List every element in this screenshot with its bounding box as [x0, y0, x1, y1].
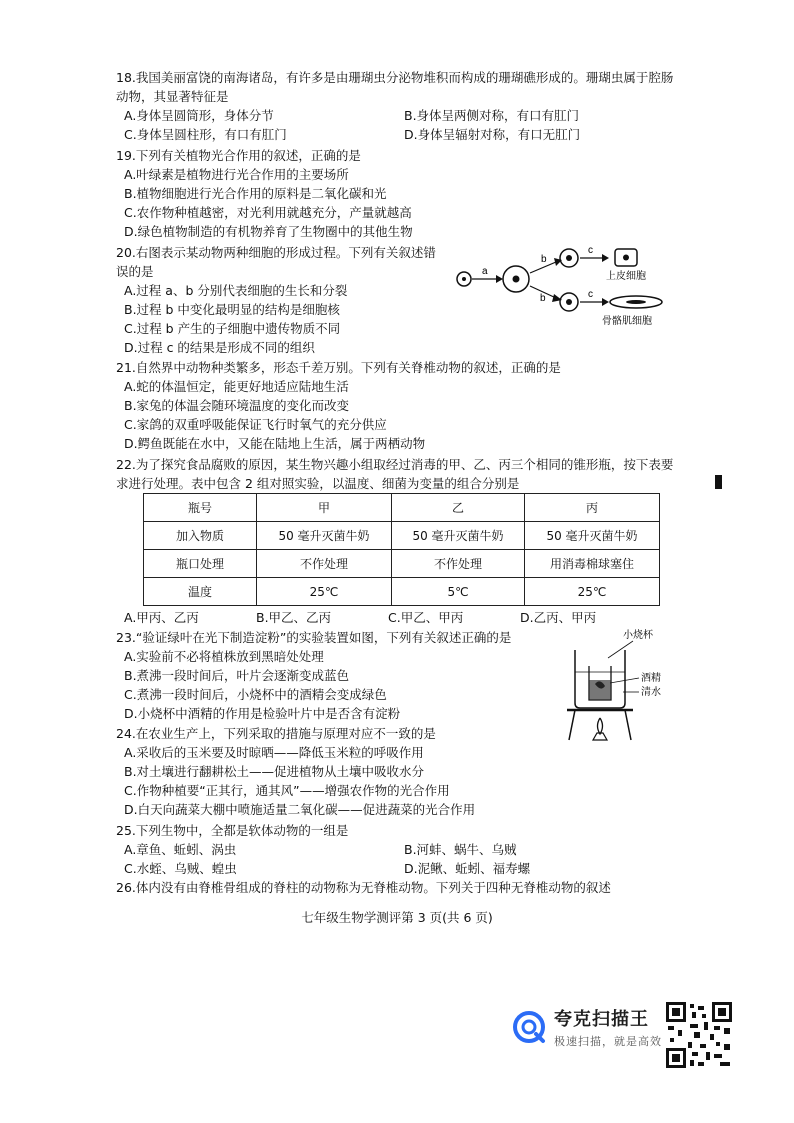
- question-stem: 21.自然界中动物种类繁多，形态千差万别。下列有关脊椎动物的叙述，正确的是: [116, 360, 561, 375]
- question-stem: 20.右图表示某动物两种细胞的形成过程。下列有关叙述错误的是: [116, 245, 436, 279]
- option-c: C.水蛭、乌贼、蝗虫: [124, 861, 237, 876]
- label-c-top: c: [588, 246, 593, 256]
- option-c: C.家鸽的双重呼吸能保证飞行时氧气的充分供应: [124, 417, 387, 432]
- question-18: [116, 68, 676, 144]
- option-c: C.农作物种植越密，对光利用就越充分，产量就越高: [124, 205, 412, 220]
- option-d: D.鳄鱼既能在水中，又能在陆地上生活，属于两栖动物: [124, 436, 426, 451]
- question-21: [116, 358, 676, 453]
- table-cell: 25℃: [257, 578, 392, 606]
- scanner-watermark: [512, 1005, 662, 1049]
- label-epithelial-cell: 上皮细胞: [606, 271, 646, 282]
- experiment-table: [143, 493, 660, 606]
- table-cell: 加入物质: [144, 522, 257, 550]
- table-row: [144, 522, 660, 550]
- table-cell: 50 毫升灭菌牛奶: [525, 522, 660, 550]
- question-23: [116, 628, 566, 723]
- option-b: B.过程 b 中变化最明显的结构是细胞核: [124, 302, 340, 317]
- option-a: A.蛇的体温恒定，能更好地适应陆地生活: [124, 379, 349, 394]
- option-d: D.乙丙、甲丙: [520, 610, 597, 625]
- cell-nucleus: [566, 255, 572, 261]
- option-a: A.身体呈圆筒形，身体分节: [124, 108, 274, 123]
- table-cell: 用消毒棉球塞住: [525, 550, 660, 578]
- label-b-bottom: b: [540, 293, 546, 304]
- label-small-beaker: 小烧杯: [623, 630, 653, 641]
- option-b: B.甲乙、乙丙: [256, 610, 332, 625]
- table-header-cell: 乙: [392, 494, 525, 522]
- question-26: [116, 878, 676, 897]
- question-stem: 24.在农业生产上，下列采取的措施与原理对应不一致的是: [116, 726, 436, 741]
- option-c: C.身体呈圆柱形，有口有肛门: [124, 127, 287, 142]
- option-d: D.泥鳅、蚯蚓、福寿螺: [404, 861, 531, 876]
- option-d: D.过程 c 的结果是形成不同的组织: [124, 340, 315, 355]
- quark-logo-icon: [512, 1010, 546, 1044]
- cell-differentiation-diagram: [452, 246, 692, 346]
- table-cell: 不作处理: [392, 550, 525, 578]
- table-cell: 瓶口处理: [144, 550, 257, 578]
- arrow-head: [602, 298, 609, 306]
- question-24: [116, 724, 676, 819]
- option-d: D.白天向蔬菜大棚中喷施适量二氧化碳——促进蔬菜的光合作用: [124, 802, 476, 817]
- question-22-options: [116, 608, 676, 627]
- table-cell: 50 毫升灭菌牛奶: [257, 522, 392, 550]
- option-d: D.绿色植物制造的有机物养育了生物圈中的其他生物: [124, 224, 413, 239]
- question-20: [116, 243, 446, 357]
- option-a: A.叶绿素是植物进行光合作用的主要场所: [124, 167, 349, 182]
- pointer-line: [608, 641, 633, 658]
- option-a: A.章鱼、蚯蚓、涡虫: [124, 842, 237, 857]
- question-stem: 23.“验证绿叶在光下制造淀粉”的实验装置如图，下列有关叙述正确的是: [116, 630, 512, 645]
- table-header-cell: 瓶号: [144, 494, 257, 522]
- option-a: A.实验前不必将植株放到黑暗处处理: [124, 649, 324, 664]
- option-b: B.身体呈两侧对称，有口有肛门: [404, 108, 580, 123]
- option-d: D.身体呈辐射对称，有口无肛门: [404, 127, 581, 142]
- table-row: [144, 578, 660, 606]
- cell-nucleus: [513, 276, 520, 283]
- option-c: C.作物种植要“正其行，通其风”——增强农作物的光合作用: [124, 783, 450, 798]
- page-footer: 七年级生物学测评第 3 页(共 6 页): [301, 910, 493, 925]
- cell-nucleus: [462, 277, 466, 281]
- label-a: a: [482, 266, 488, 277]
- label-water: 清水: [641, 687, 661, 698]
- option-b: B.煮沸一段时间后，叶片会逐渐变成蓝色: [124, 668, 350, 683]
- question-stem: 22.为了探究食品腐败的原因，某生物兴趣小组取经过消毒的甲、乙、丙三个相同的锥形瓶，按下表要求进行处理。表中包含 2 组对照实验，以温度、细菌为变量的组合分别是: [116, 457, 674, 491]
- watermark-subtitle: 极速扫描，就是高效: [554, 1035, 662, 1048]
- option-a: A.过程 a、b 分别代表细胞的生长和分裂: [124, 283, 348, 298]
- table-cell: 5℃: [392, 578, 525, 606]
- question-19: [116, 146, 676, 241]
- cell-nucleus: [566, 299, 572, 305]
- option-b: B.植物细胞进行光合作用的原料是二氧化碳和光: [124, 186, 387, 201]
- option-a: A.采收后的玉米要及时晾晒——降低玉米粒的呼吸作用: [124, 745, 424, 760]
- label-alcohol: 酒精: [641, 673, 661, 684]
- question-stem: 19.下列有关植物光合作用的叙述，正确的是: [116, 148, 361, 163]
- table-header-cell: 甲: [257, 494, 392, 522]
- option-c: C.甲乙、甲丙: [388, 610, 464, 625]
- scan-mark: [715, 475, 722, 489]
- question-25: [116, 821, 676, 878]
- arrow-head: [496, 275, 503, 283]
- option-c: C.煮沸一段时间后，小烧杯中的酒精会变成绿色: [124, 687, 387, 702]
- table-header-row: [144, 494, 660, 522]
- qr-code-icon: [664, 1000, 734, 1074]
- question-22: [116, 455, 676, 493]
- table-header-cell: 丙: [525, 494, 660, 522]
- label-skeletal-muscle-cell: 骨骼肌细胞: [602, 316, 652, 327]
- label-b-top: b: [541, 254, 547, 265]
- table-cell: 不作处理: [257, 550, 392, 578]
- cell-nucleus: [623, 255, 629, 261]
- option-b: B.河蚌、蜗牛、乌贼: [404, 842, 517, 857]
- cell-nucleus: [626, 300, 646, 304]
- option-a: A.甲丙、乙丙: [124, 610, 199, 625]
- option-d: D.小烧杯中酒精的作用是检验叶片中是否含有淀粉: [124, 706, 401, 721]
- table-cell: 温度: [144, 578, 257, 606]
- question-stem: 18.我国美丽富饶的南海诸岛，有许多是由珊瑚虫分泌物堆积而构成的珊瑚礁形成的。珊瑚虫属于腔肠动物，其显著特征是: [116, 70, 674, 104]
- label-c-bottom: c: [588, 289, 593, 300]
- option-b: B.对土壤进行翻耕松土——促进植物从土壤中吸收水分: [124, 764, 425, 779]
- arrow-head: [602, 254, 609, 262]
- question-stem: 25.下列生物中，全都是软体动物的一组是: [116, 823, 349, 838]
- option-c: C.过程 b 产生的子细胞中遗传物质不同: [124, 321, 341, 336]
- option-b: B.家兔的体温会随环境温度的变化而改变: [124, 398, 350, 413]
- table-cell: 50 毫升灭菌牛奶: [392, 522, 525, 550]
- watermark-title: 夸克扫描王: [554, 1009, 649, 1030]
- table-row: [144, 550, 660, 578]
- table-cell: 25℃: [525, 578, 660, 606]
- question-stem: 26.体内没有由脊椎骨组成的脊柱的动物称为无脊椎动物。下列关于四种无脊椎动物的叙述: [116, 880, 611, 895]
